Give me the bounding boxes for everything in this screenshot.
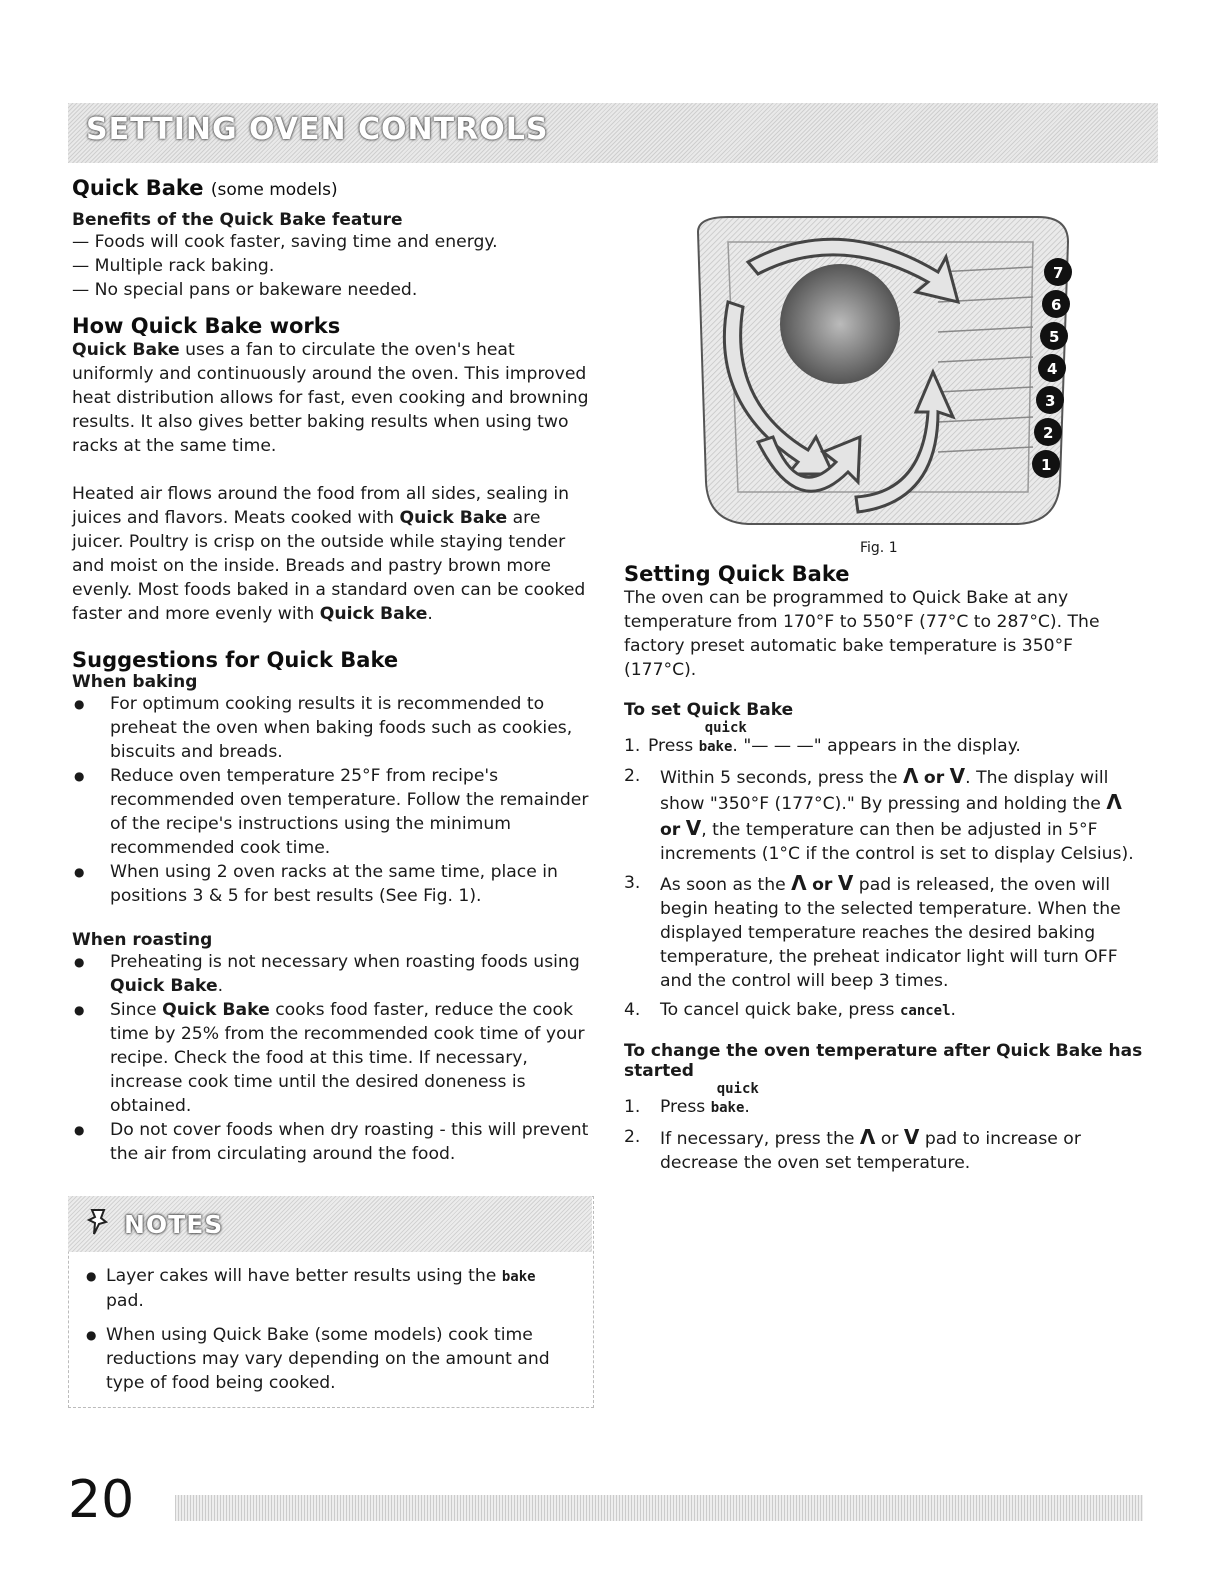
down-arrow-icon: V — [685, 816, 702, 840]
page-title: SETTING OVEN CONTROLS — [86, 112, 549, 147]
note-item: ● When using Quick Bake (some models) cook time reductions may vary depending on the amount and type of food being cooked. — [86, 1325, 550, 1393]
when-roasting-heading: When roasting — [72, 930, 213, 950]
cancel-key: cancel — [899, 1003, 951, 1019]
roasting-list — [72, 950, 592, 1166]
up-arrow-icon: Λ — [1106, 790, 1122, 814]
list-item: ● Do not cover foods when dry roasting - this will prevent the air from circulating around the food. — [72, 1118, 592, 1166]
list-item: ● Preheating is not necessary when roasting foods using Quick Bake. — [72, 950, 592, 998]
change-temp-heading: To change the oven temperature after Quick Bake has started — [624, 1041, 1143, 1081]
how-works-heading: How Quick Bake works — [72, 314, 341, 338]
figure-caption: Fig. 1 — [860, 540, 898, 556]
pushpin-icon — [86, 1208, 112, 1236]
benefits-list — [72, 230, 592, 302]
svg-text:4: 4 — [1047, 360, 1058, 378]
list-item: 1. Press quick bake. — [624, 1081, 1144, 1120]
svg-text:2: 2 — [1043, 424, 1054, 442]
benefits-heading: Benefits of the Quick Bake feature — [72, 210, 403, 230]
when-baking-heading: When baking — [72, 672, 198, 692]
notes-title: NOTES — [124, 1210, 224, 1239]
how-works-paragraph-2: Heated air flows around the food from all sides, sealing in juices and flavors. Meats cooked with Quick Bake are juicer. Poultry is crisp on the outside while staying tender and moist on the inside. Breads and pastry brown more evenly. Most foods baked in a standard oven can be cooked faster and more evenly with Quick Bake. — [72, 484, 586, 624]
oven-airflow-figure — [688, 212, 1078, 532]
up-arrow-icon: Λ — [859, 1125, 876, 1149]
fan-icon — [780, 264, 900, 384]
list-item: 1. Press quick bake. "— — —" appears in the display. — [624, 720, 1144, 759]
note-item: ● Layer cakes will have better results using the bake pad. — [86, 1266, 536, 1311]
svg-text:7: 7 — [1053, 264, 1064, 282]
list-item: ● Reduce oven temperature 25°F from recipe's recommended oven temperature. Follow the remainder of the recipe's instructions using the minimum recommended cook time. — [72, 764, 592, 860]
change-steps — [624, 1081, 1144, 1175]
svg-text:1: 1 — [1041, 456, 1052, 474]
quick-bake-heading: Quick Bake (some models) — [72, 176, 338, 200]
down-arrow-icon: V — [903, 1125, 920, 1149]
how-works-paragraph-1: Quick Bake uses a fan to circulate the oven's heat uniformly and continuously around the oven. This improved heat distribution allows for fast, even cooking and browning results. It also gives better baking results when using two racks at the same time. — [72, 340, 589, 456]
suggestions-heading: Suggestions for Quick Bake — [72, 648, 399, 672]
down-arrow-icon: V — [837, 871, 854, 895]
list-item: 3. As soon as the Λ or V pad is released, the oven will begin heating to the selected temperature. When the displayed temperature reaches the desired baking temperature, the preheat indicator light will turn OFF and the control will beep 3 times. — [624, 871, 1121, 991]
list-item: — Foods will cook faster, saving time and energy. — [72, 232, 498, 252]
quick-bake-key: quick bake — [698, 720, 747, 755]
list-item: ● When using 2 oven racks at the same time, place in positions 3 & 5 for best results (See Fig. 1). — [72, 860, 592, 908]
footer-band — [175, 1495, 1143, 1521]
page-number: 20 — [68, 1470, 135, 1530]
down-arrow-icon: V — [949, 764, 966, 788]
svg-text:5: 5 — [1049, 328, 1060, 346]
list-item: ● For optimum cooking results it is recommended to preheat the oven when baking foods such as cookies, biscuits and breads. — [72, 692, 592, 764]
up-arrow-icon: Λ — [791, 871, 807, 895]
baking-list — [72, 692, 592, 908]
list-item: — Multiple rack baking. — [72, 256, 275, 276]
list-item: ● Since Quick Bake cooks food faster, reduce the cook time by 25% from the recommended cook time of your recipe. Check the food at this time. If necessary, increase cook time until the desired doneness is obtained. — [72, 998, 592, 1118]
quick-bake-key: quick bake — [710, 1081, 759, 1116]
list-item: 4. To cancel quick bake, press cancel. — [624, 1000, 957, 1020]
up-arrow-icon: Λ — [902, 764, 919, 788]
to-set-heading: To set Quick Bake — [624, 700, 794, 720]
right-column — [624, 562, 1144, 1180]
list-item: 2. Within 5 seconds, press the Λ or V. The display will show "350°F (177°C)." By pressing and holding the Λ or V, the temperature can then be adjusted in 5°F increments (1°C if the control is set to display Celsius). — [624, 764, 1134, 864]
list-item: 2. If necessary, press the Λ or V pad to increase or decrease the oven set temperature. — [624, 1125, 1081, 1173]
notes-content — [84, 1264, 564, 1395]
setting-quick-bake-heading: Setting Quick Bake — [624, 562, 850, 586]
setting-intro: The oven can be programmed to Quick Bake at any temperature from 170°F to 550°F (77°C to 287°C). The factory preset automatic bake temperature is 350°F (177°C). — [624, 588, 1100, 680]
set-steps — [624, 720, 1144, 1023]
svg-text:6: 6 — [1051, 296, 1062, 314]
list-item: — No special pans or bakeware needed. — [72, 280, 418, 300]
left-column — [72, 176, 592, 1166]
svg-text:3: 3 — [1045, 392, 1056, 410]
